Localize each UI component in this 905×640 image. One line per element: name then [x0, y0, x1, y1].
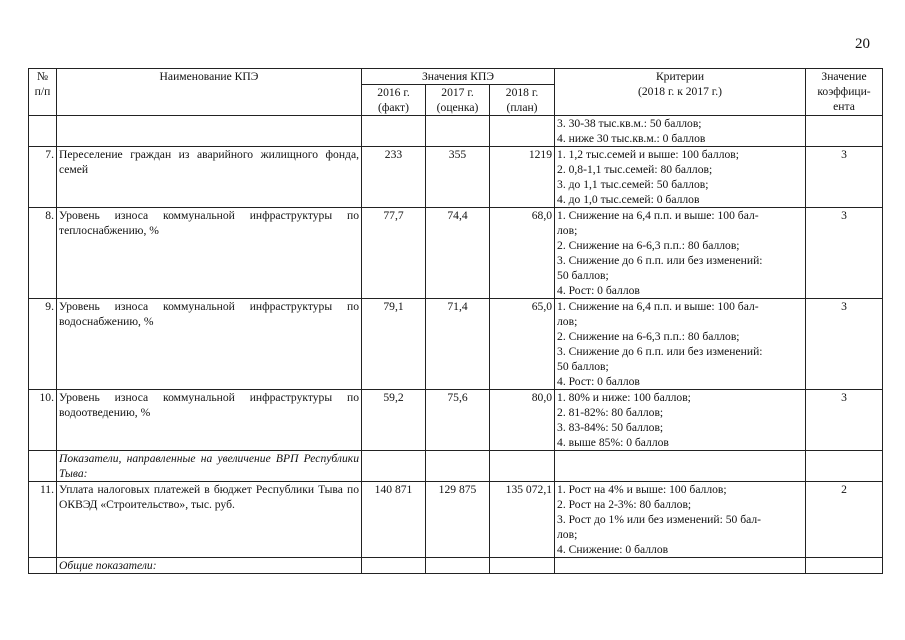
header-2016: 2016 г. (факт) [362, 85, 426, 116]
value-2017: 355 [426, 147, 490, 208]
criteria: 1. 1,2 тыс.семей и выше: 100 баллов; 2. 0,8-1,1 тыс.семей: 80 баллов; 3. до 1,1 тыс.семей: 50 баллов; 4. до 1,0 тыс.семей: 0 баллов [555, 147, 806, 208]
kpe-name: Уровень износа коммунальной инфраструктуры по теплоснабжению, % [57, 208, 362, 299]
section-title-general: Общие показатели: [57, 558, 362, 574]
value-2018: 65,0 [490, 299, 555, 390]
table-row [29, 390, 883, 451]
value-2018: 80,0 [490, 390, 555, 451]
coef-value: 2 [806, 482, 883, 558]
value-2017: 129 875 [426, 482, 490, 558]
header-name: Наименование КПЭ [57, 69, 362, 116]
row-number: 7. [29, 147, 57, 208]
coef-value: 3 [806, 390, 883, 451]
kpe-name: Переселение граждан из аварийного жилищного фонда, семей [57, 147, 362, 208]
header-2018: 2018 г. (план) [490, 85, 555, 116]
header-2017: 2017 г. (оценка) [426, 85, 490, 116]
row-number: 11. [29, 482, 57, 558]
value-2018: 68,0 [490, 208, 555, 299]
header-row-1 [29, 69, 883, 85]
continuation-criteria: 3. 30-38 тыс.кв.м.: 50 баллов; 4. ниже 30 тыс.кв.м.: 0 баллов [555, 116, 806, 147]
header-criteria: Критерии (2018 г. к 2017 г.) [555, 69, 806, 116]
kpe-name: Уплата налоговых платежей в бюджет Республики Тыва по ОКВЭД «Строительство», тыс. руб. [57, 482, 362, 558]
header-values-group: Значения КПЭ [362, 69, 555, 85]
criteria: 1. 80% и ниже: 100 баллов; 2. 81-82%: 80 баллов; 3. 83-84%: 50 баллов; 4. выше 85%: 0 баллов [555, 390, 806, 451]
section-row-general [29, 558, 883, 574]
continuation-row [29, 116, 883, 147]
header-coef: Значение коэффици- ента [806, 69, 883, 116]
row-number: 9. [29, 299, 57, 390]
table-row [29, 147, 883, 208]
value-2018: 1219 [490, 147, 555, 208]
criteria: 1. Снижение на 6,4 п.п. и выше: 100 бал- лов; 2. Снижение на 6-6,3 п.п.: 80 баллов; 3. Снижение до 6 п.п. или без изменений: 50 баллов; 4. Рост: 0 баллов [555, 208, 806, 299]
value-2016: 79,1 [362, 299, 426, 390]
coef-value: 3 [806, 147, 883, 208]
value-2016: 140 871 [362, 482, 426, 558]
header-num: № п/п [29, 69, 57, 116]
value-2017: 75,6 [426, 390, 490, 451]
criteria: 1. Рост на 4% и выше: 100 баллов; 2. Рост на 2-3%: 80 баллов; 3. Рост до 1% или без изменений: 50 бал- лов; 4. Снижение: 0 баллов [555, 482, 806, 558]
value-2016: 59,2 [362, 390, 426, 451]
kpe-name: Уровень износа коммунальной инфраструктуры по водоотведению, % [57, 390, 362, 451]
section-row-vrp [29, 451, 883, 482]
value-2016: 233 [362, 147, 426, 208]
criteria: 1. Снижение на 6,4 п.п. и выше: 100 бал- лов; 2. Снижение на 6-6,3 п.п.: 80 баллов; 3. Снижение до 6 п.п. или без изменений: 50 баллов; 4. Рост: 0 баллов [555, 299, 806, 390]
value-2018: 135 072,1 [490, 482, 555, 558]
value-2017: 71,4 [426, 299, 490, 390]
value-2016: 77,7 [362, 208, 426, 299]
section-title-vrp: Показатели, направленные на увеличение ВРП Республики Тыва: [57, 451, 362, 482]
value-2017: 74,4 [426, 208, 490, 299]
table-row [29, 482, 883, 558]
kpe-table [28, 68, 883, 574]
kpe-name: Уровень износа коммунальной инфраструктуры по водоснабжению, % [57, 299, 362, 390]
coef-value: 3 [806, 299, 883, 390]
coef-value: 3 [806, 208, 883, 299]
page-number: 20 [855, 36, 870, 52]
row-number: 8. [29, 208, 57, 299]
row-number: 10. [29, 390, 57, 451]
table-row [29, 208, 883, 299]
table-row [29, 299, 883, 390]
